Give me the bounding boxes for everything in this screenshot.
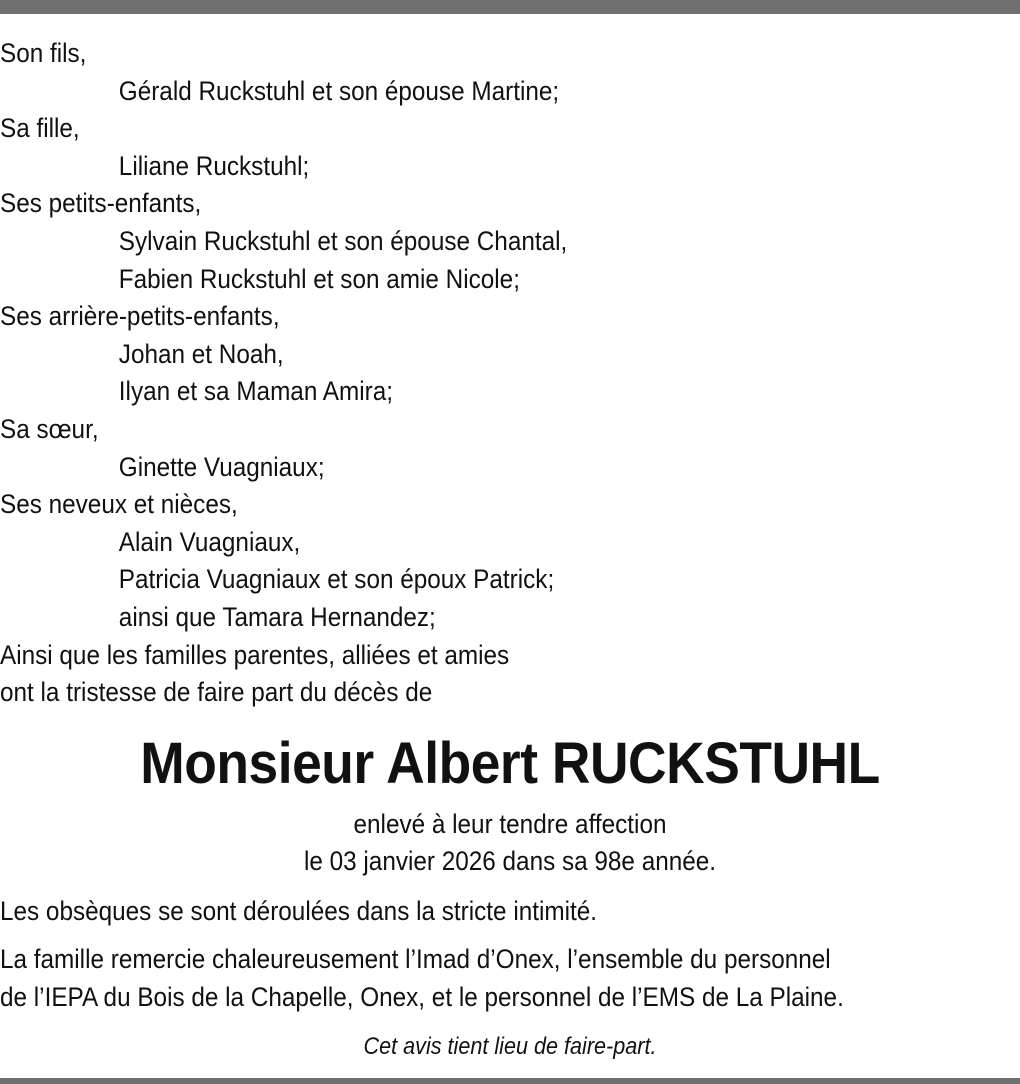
date-of-death-line: le 03 janvier 2026 dans sa 98e année.	[303, 846, 717, 876]
bottom-border	[0, 1078, 1020, 1084]
notice-footnote: Cet avis tient lieu de faire-part.	[363, 1033, 657, 1060]
family-relation-heading: Ses petits-enfants,	[0, 188, 202, 219]
family-member-line: ainsi que Tamara Hernandez;	[118, 601, 436, 632]
family-member-line: Patricia Vuagniaux et son époux Patrick;	[118, 564, 555, 595]
family-relation-heading: ont la tristesse de faire part du décès de	[0, 677, 433, 708]
family-relation-heading: Son fils,	[0, 38, 87, 68]
family-member-line: Alain Vuagniaux,	[118, 526, 301, 557]
family-relation-heading: Ses arrière-petits-enfants,	[0, 301, 280, 332]
family-relation-heading: Ses neveux et nièces,	[0, 489, 238, 520]
family-relation-heading: Sa sœur,	[0, 413, 99, 444]
funeral-statement: Les obsèques se sont déroulées dans la stricte intimité.	[0, 896, 598, 926]
affection-line: enlevé à leur tendre affection	[353, 809, 667, 839]
family-member-line: Liliane Ruckstuhl;	[118, 150, 310, 181]
family-relation-heading: Sa fille,	[0, 113, 80, 144]
family-member-line: Johan et Noah,	[118, 338, 284, 369]
family-member-line: Gérald Ruckstuhl et son épouse Martine;	[118, 75, 560, 106]
family-member-line: Fabien Ruckstuhl et son amie Nicole;	[118, 263, 520, 294]
top-border	[0, 0, 1020, 14]
family-member-line: Ilyan et sa Maman Amira;	[118, 376, 393, 407]
thanks-line-1: La famille remercie chaleureusement l’Imad d’Onex, l’ensemble du personnel	[0, 944, 831, 974]
family-member-line: Sylvain Ruckstuhl et son épouse Chantal,	[118, 225, 568, 256]
family-member-line: Ginette Vuagniaux;	[118, 451, 325, 482]
family-announcement-list	[0, 35, 909, 712]
deceased-name: Monsieur Albert RUCKSTUHL	[140, 731, 880, 796]
family-relation-heading: Ainsi que les familles parentes, alliées et amies	[0, 639, 510, 670]
thanks-line-2: de l’IEPA du Bois de la Chapelle, Onex, et le personnel de l’EMS de La Plaine.	[0, 982, 844, 1012]
